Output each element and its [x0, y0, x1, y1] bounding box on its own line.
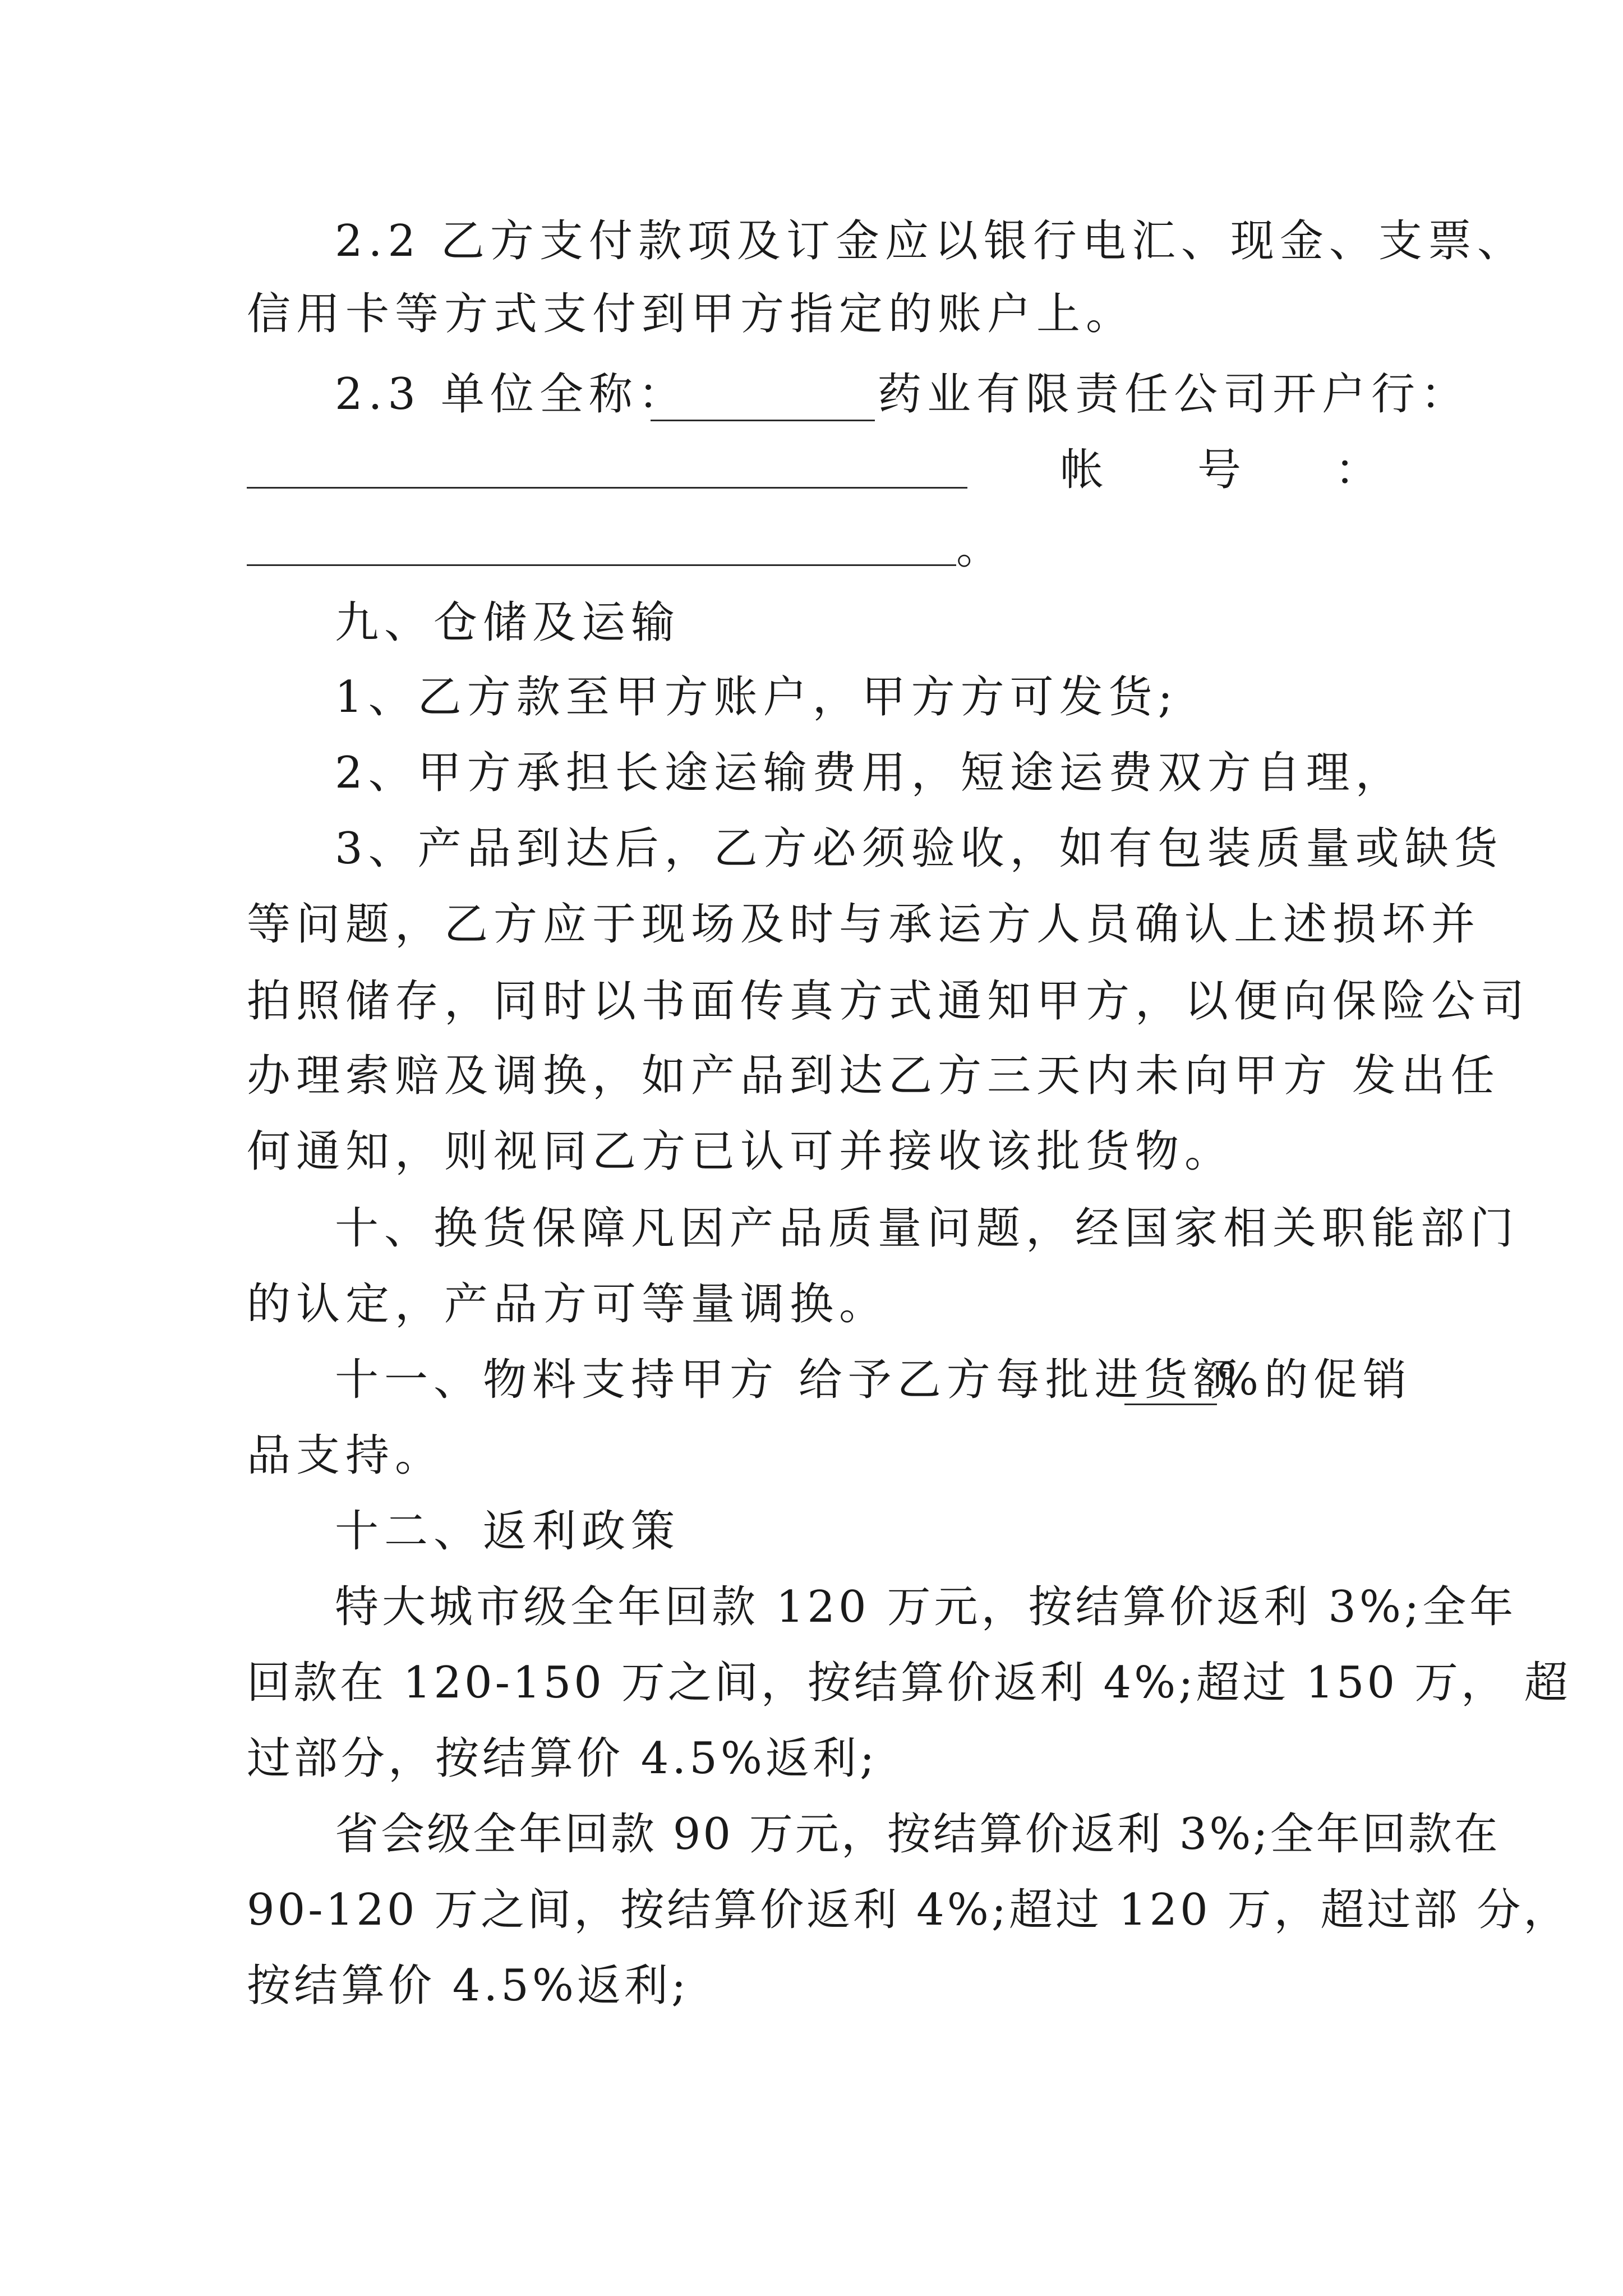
account-label-char-1: 帐: [1060, 445, 1104, 495]
section-9-item-3-line-4: 办理索赔及调换，如产品到达乙方三天内未向甲方 发出任: [247, 1051, 1500, 1101]
section-11-line-1: 十一、物料支持甲方 给予乙方每批进货额: [335, 1355, 1243, 1405]
paragraph-2-2-line-1: 2.2 乙方支付款项及订金应以银行电汇、现金、支票、: [335, 216, 1527, 266]
account-line-end: 。: [956, 523, 1000, 574]
section-9-item-3-line-2: 等问题，乙方应于现场及时与承运方人员确认上述损坏并: [247, 899, 1481, 950]
account-number-blank: [247, 564, 956, 566]
section-10-line-1: 十、换货保障凡因产品质量问题，经国家相关职能部门: [335, 1203, 1520, 1254]
section-12-tier-1-line-1: 特大城市级全年回款 120 万元，按结算价返利 3%;全年: [335, 1582, 1517, 1632]
section-9-item-3-line-1: 3、产品到达后，乙方必须验收，如有包装质量或缺货: [335, 823, 1504, 874]
section-12-tier-1-line-2: 回款在 120-150 万之间，按结算价返利 4%;超过 150 万， 超: [247, 1658, 1571, 1708]
account-label-char-2: 号: [1197, 445, 1242, 495]
paragraph-2-2-line-2: 信用卡等方式支付到甲方指定的账户上。: [247, 289, 1136, 339]
section-12-tier-1-line-3: 过部分，按结算价 4.5%返利;: [247, 1733, 878, 1784]
section-9-item-2: 2、甲方承担长途运输费用，短途运费双方自理，: [335, 748, 1405, 798]
section-11-line-2: 品支持。: [247, 1430, 445, 1481]
section-9-item-1: 1、乙方款至甲方账户，甲方方可发货;: [335, 672, 1178, 723]
section-12-heading: 十二、返利政策: [335, 1506, 681, 1557]
section-12-tier-2-line-1: 省会级全年回款 90 万元，按结算价返利 3%;全年回款在: [335, 1809, 1500, 1860]
bank-name-blank: [247, 487, 967, 489]
section-12-tier-2-line-3: 按结算价 4.5%返利;: [247, 1961, 690, 2011]
section-11-line-1-end: %的促销: [1217, 1355, 1413, 1405]
paragraph-2-3-label: 2.3 单位全称：: [335, 369, 688, 420]
section-9-item-3-line-3: 拍照储存，同时以书面传真方式通知甲方，以便向保险公司: [247, 976, 1530, 1027]
section-10-line-2: 的认定，产品方可等量调换。: [247, 1279, 889, 1329]
company-name-blank: [651, 420, 875, 421]
promotion-percent-blank: [1124, 1404, 1217, 1405]
section-12-tier-2-line-2: 90-120 万之间，按结算价返利 4%;超过 120 万，超过部 分，: [247, 1885, 1570, 1935]
account-label-colon: ：: [1335, 445, 1379, 495]
section-9-item-3-line-5: 何通知，则视同乙方已认可并接收该批货物。: [247, 1126, 1234, 1177]
section-9-heading: 九、仓储及运输: [335, 597, 681, 648]
paragraph-2-3-bank-label: 药业有限责任公司开户行：: [878, 369, 1470, 420]
